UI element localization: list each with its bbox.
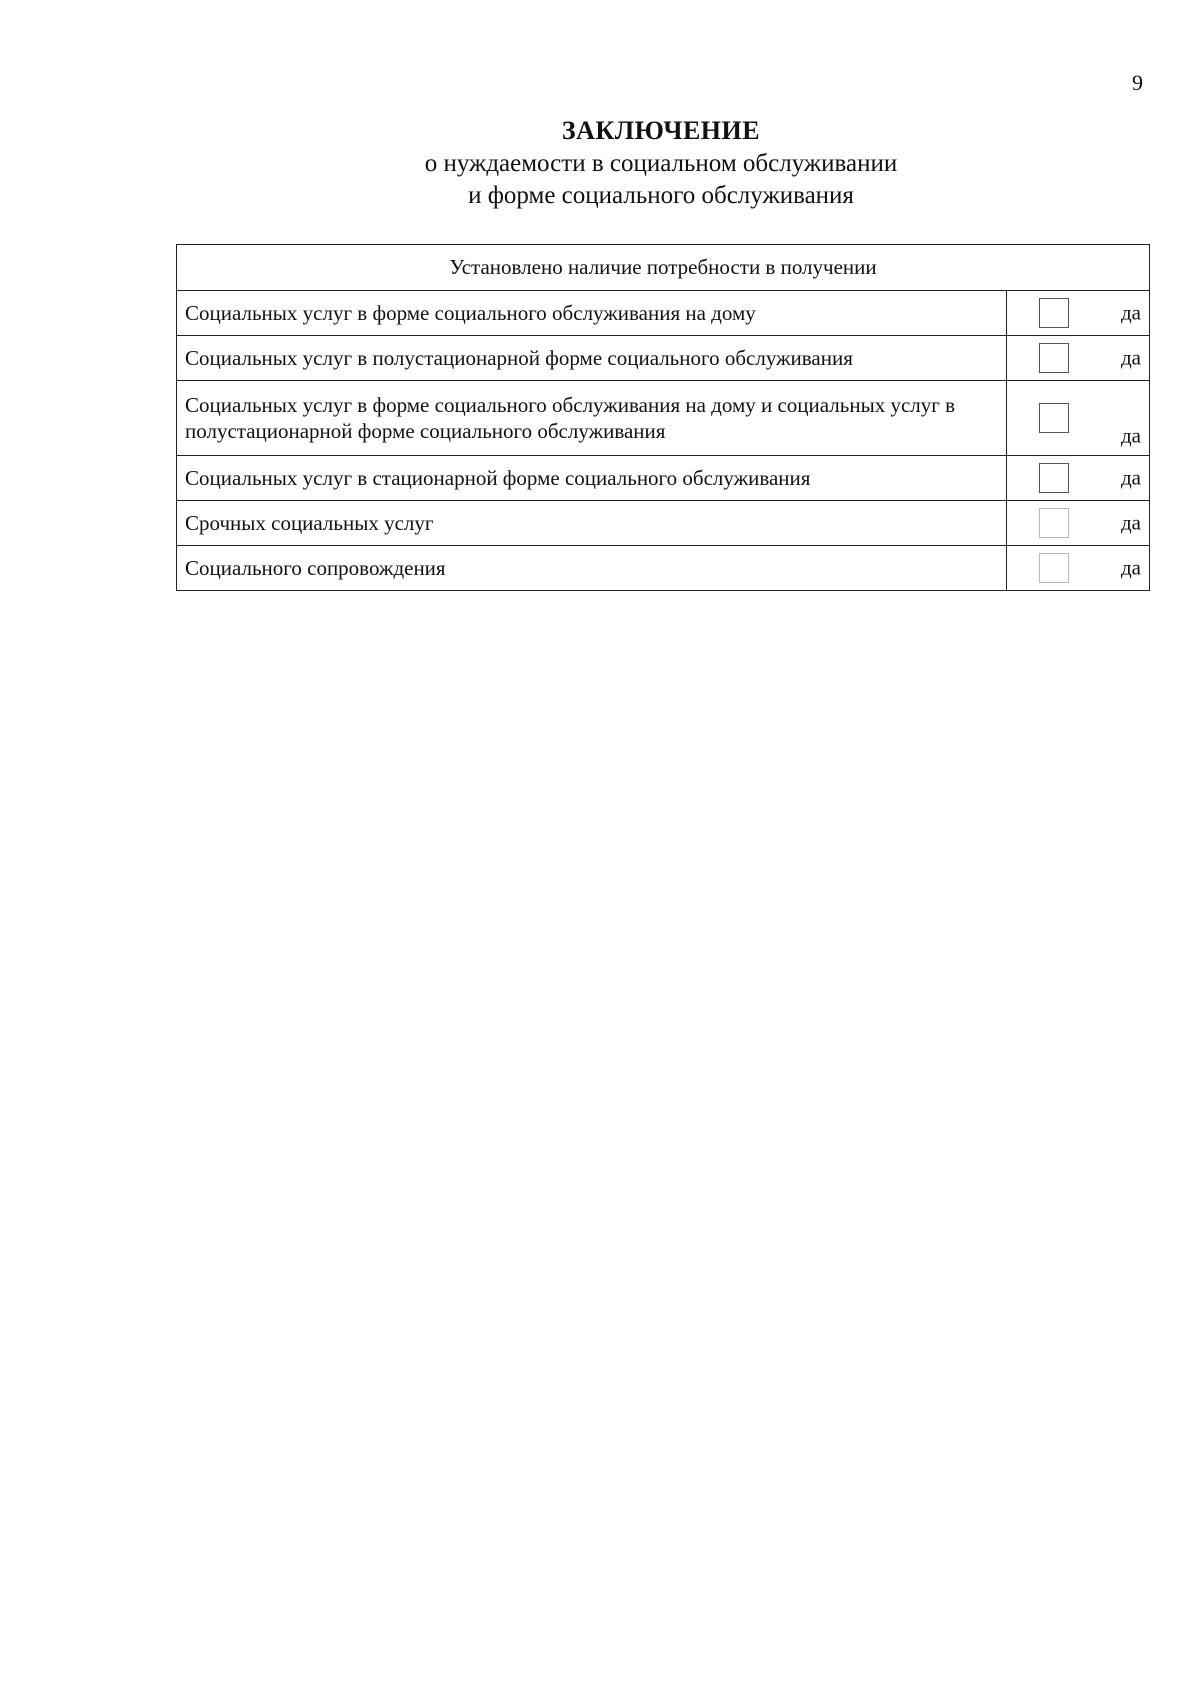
yes-label: да: [1120, 423, 1141, 448]
service-home-and-semi-stationary-checkbox[interactable]: [1039, 403, 1069, 433]
service-home-and-semi-stationary-label: Социальных услуг в форме социального обслуживания на дому и социальных услуг в полустационарной форме социального обслуживания: [177, 381, 1007, 456]
social-support-label: Социального сопровождения: [177, 546, 1007, 591]
urgent-services-checkbox[interactable]: [1039, 508, 1069, 538]
yes-label: да: [1120, 555, 1141, 580]
table-row: [177, 381, 1150, 456]
document-heading: [0, 114, 1200, 212]
service-stationary-checkbox[interactable]: [1039, 463, 1069, 493]
check-cell: [1007, 501, 1150, 546]
document-subtitle-line-2: и форме социального обслуживания: [468, 182, 854, 209]
table-header-row: [177, 245, 1150, 291]
yes-label: да: [1120, 510, 1141, 535]
table-row: [177, 501, 1150, 546]
table-row: [177, 336, 1150, 381]
page-number: 9: [1132, 70, 1143, 95]
table-row: [177, 456, 1150, 501]
yes-label: да: [1120, 300, 1141, 325]
urgent-services-label: Срочных социальных услуг: [177, 501, 1007, 546]
check-cell: [1007, 291, 1150, 336]
yes-label: да: [1120, 345, 1141, 370]
service-stationary-label: Социальных услуг в стационарной форме социального обслуживания: [177, 456, 1007, 501]
table-row: [177, 291, 1150, 336]
yes-label: да: [1120, 465, 1141, 490]
service-semi-stationary-label: Социальных услуг в полустационарной форме социального обслуживания: [177, 336, 1007, 381]
check-cell: [1007, 546, 1150, 591]
check-cell: [1007, 336, 1150, 381]
service-semi-stationary-checkbox[interactable]: [1039, 343, 1069, 373]
document-subtitle-line-1: о нуждаемости в социальном обслуживании: [424, 150, 898, 177]
service-home-label: Социальных услуг в форме социального обслуживания на дому: [177, 291, 1007, 336]
check-cell: [1007, 456, 1150, 501]
need-assessment-table: [176, 244, 1150, 591]
check-cell: [1007, 381, 1150, 456]
service-home-checkbox[interactable]: [1039, 298, 1069, 328]
document-title: ЗАКЛЮЧЕНИЕ: [561, 116, 761, 145]
social-support-checkbox[interactable]: [1039, 553, 1069, 583]
table-header: Установлено наличие потребности в получении: [177, 245, 1150, 291]
table-row: [177, 546, 1150, 591]
